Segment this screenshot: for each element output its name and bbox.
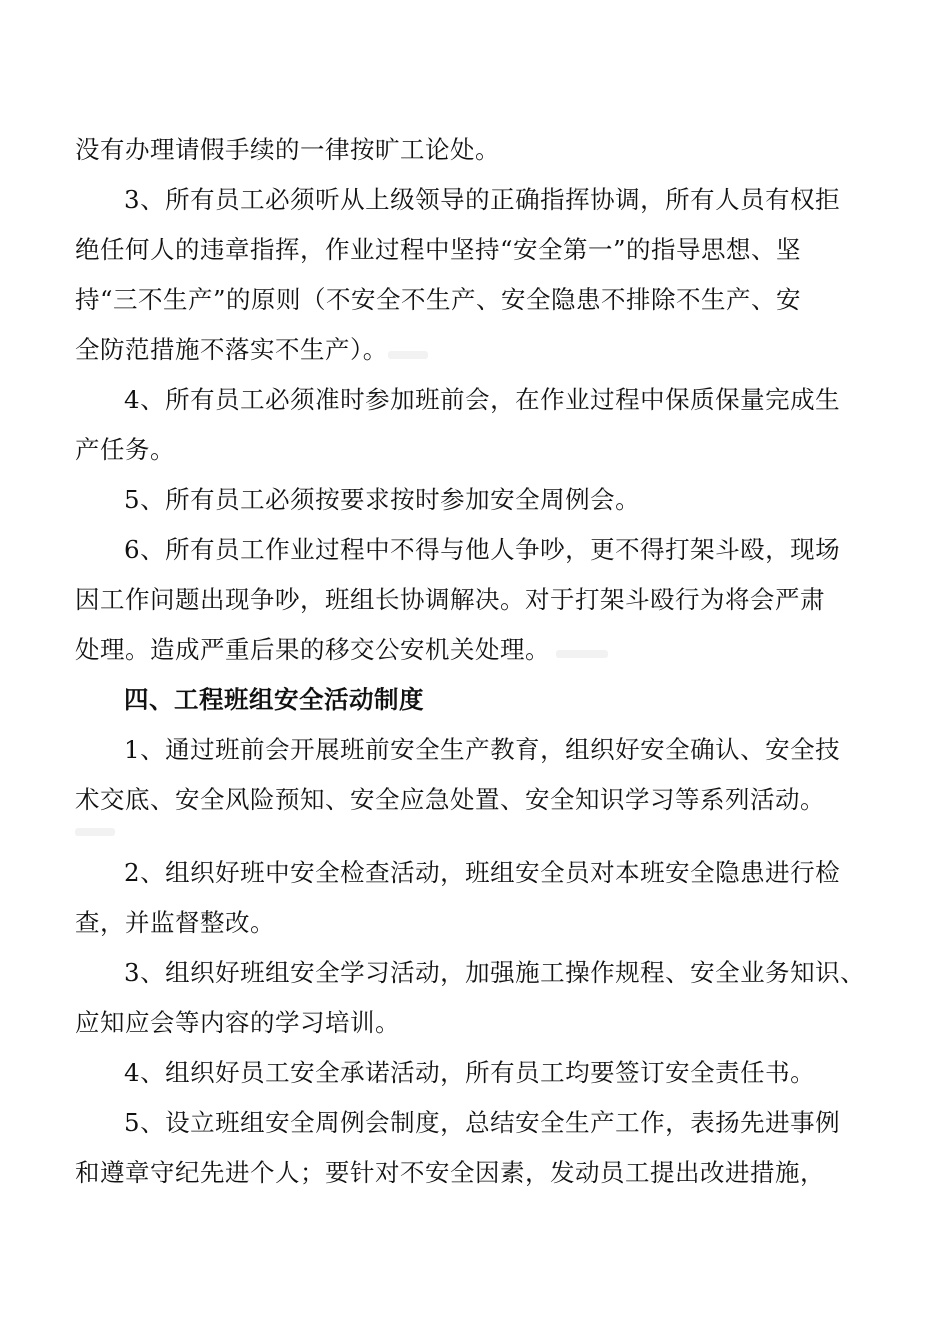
paragraph-6-line-1: 6、所有员工作业过程中不得与他人争吵，更不得打架斗殴，现场 <box>124 535 841 564</box>
text-line: 产任务。 <box>75 435 175 464</box>
faint-watermark-mark <box>556 650 608 658</box>
activity-1-line-1: 1、通过班前会开展班前安全生产教育，组织好安全确认、安全技 <box>124 735 841 764</box>
paragraph-3-line-1: 3、所有员工必须听从上级领导的正确指挥协调，所有人员有权拒 <box>124 185 841 214</box>
text-line: 没有办理请假手续的一律按旷工论处。 <box>75 135 500 164</box>
text-line: 持“三不生产”的原则（不安全不生产、安全隐患不排除不生产、安 <box>75 285 802 314</box>
text-line: 应知应会等内容的学习培训。 <box>75 1008 400 1037</box>
faint-watermark-mark <box>388 351 428 359</box>
section-heading: 四、工程班组安全活动制度 <box>124 685 424 714</box>
paragraph-5-line-1: 5、所有员工必须按要求按时参加安全周例会。 <box>124 485 641 514</box>
text-line: 处理。造成严重后果的移交公安机关处理。 <box>75 635 550 664</box>
text-line: 绝任何人的违章指挥，作业过程中坚持“安全第一”的指导思想、坚 <box>75 235 802 264</box>
text-line: 全防范措施不落实不生产）。 <box>75 335 388 364</box>
activity-2-line-1: 2、组织好班中安全检查活动，班组安全员对本班安全隐患进行检 <box>124 858 841 887</box>
text-line: 术交底、安全风险预知、安全应急处置、安全知识学习等系列活动。 <box>75 785 825 814</box>
text-line: 查，并监督整改。 <box>75 908 275 937</box>
text-line: 和遵章守纪先进个人；要针对不安全因素，发动员工提出改进措施， <box>75 1158 825 1187</box>
faint-watermark-mark <box>75 828 115 836</box>
paragraph-4-line-1: 4、所有员工必须准时参加班前会，在作业过程中保质保量完成生 <box>124 385 841 414</box>
activity-5-line-1: 5、设立班组安全周例会制度，总结安全生产工作，表扬先进事例 <box>124 1108 841 1137</box>
text-line: 因工作问题出现争吵，班组长协调解决。对于打架斗殴行为将会严肃 <box>75 585 825 614</box>
activity-4-line-1: 4、组织好员工安全承诺活动，所有员工均要签订安全责任书。 <box>124 1058 816 1087</box>
activity-3-line-1: 3、组织好班组安全学习活动，加强施工操作规程、安全业务知识、 <box>124 958 866 987</box>
